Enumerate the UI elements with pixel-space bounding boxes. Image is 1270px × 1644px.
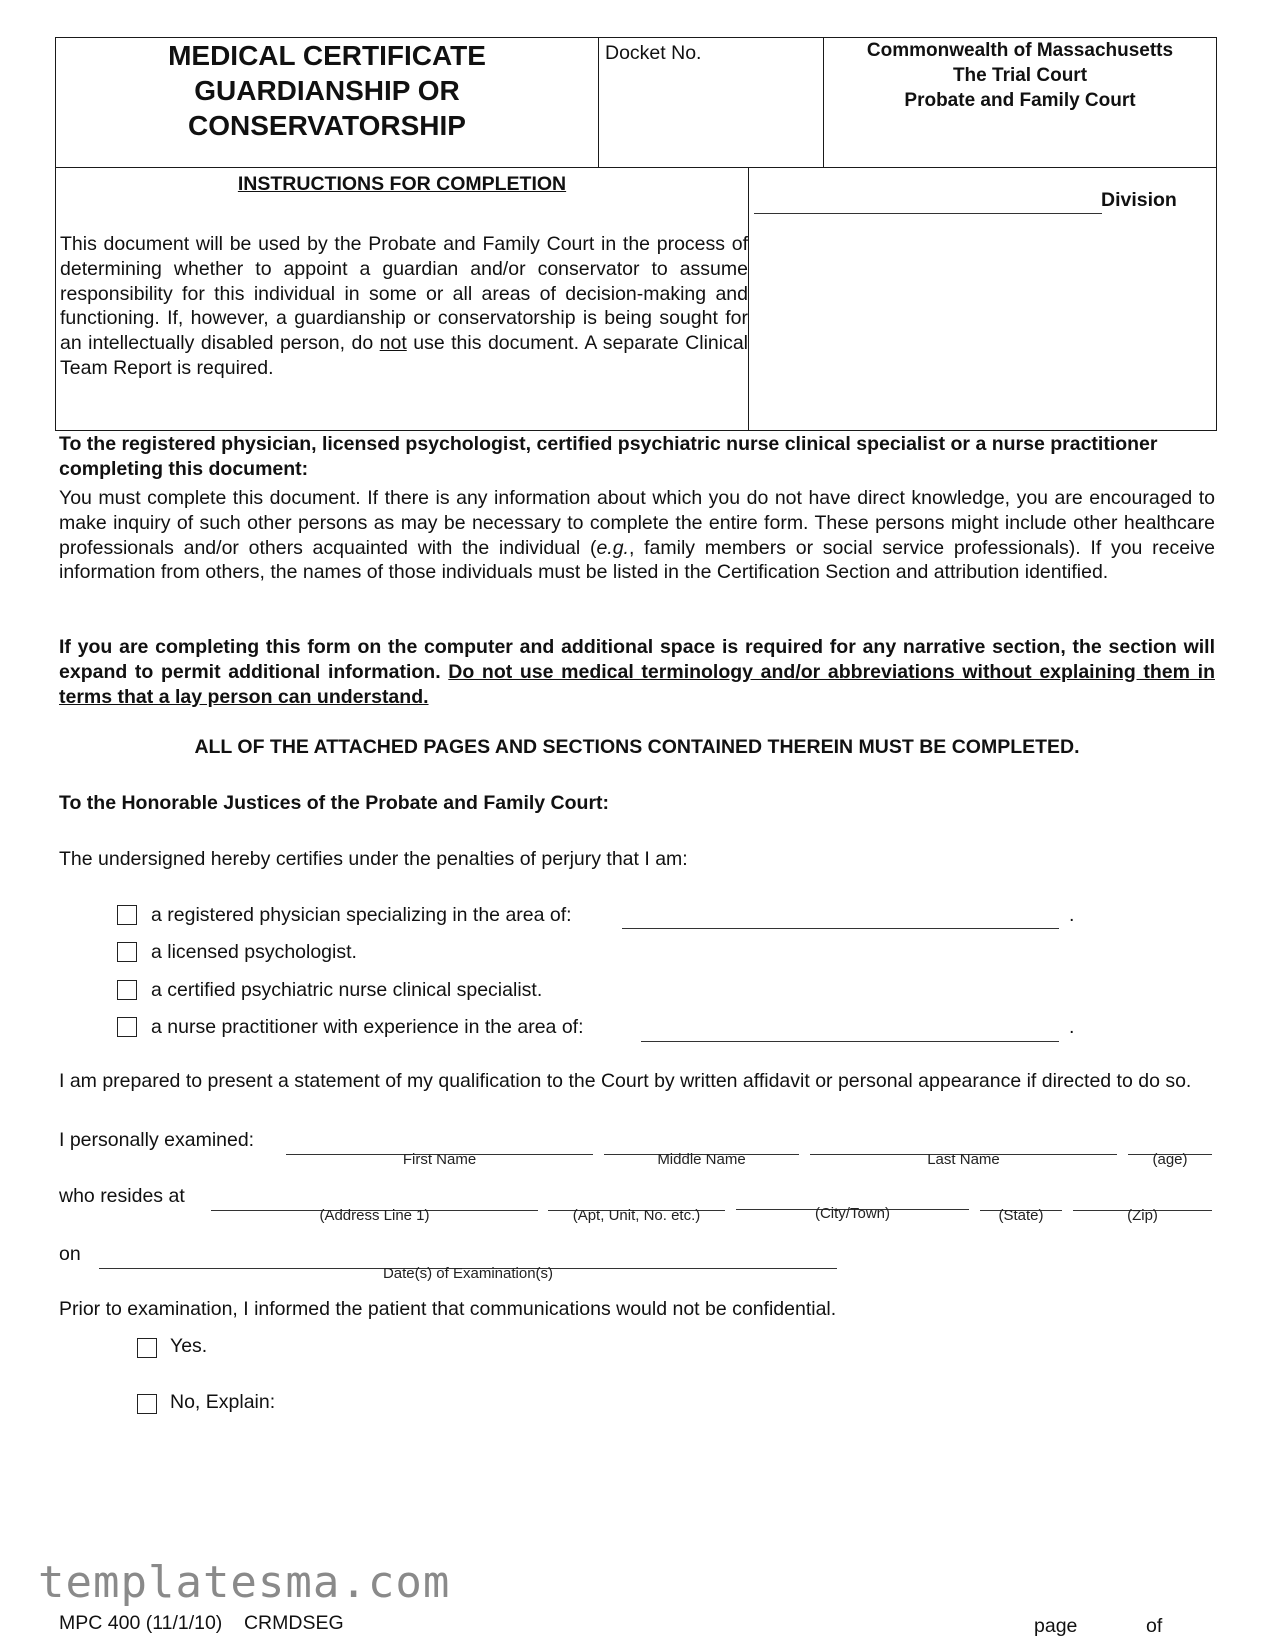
- court-name: [824, 38, 1216, 113]
- resides-label: who resides at: [59, 1185, 185, 1207]
- physician-checkbox[interactable]: [117, 905, 137, 925]
- address-line-1-label: (Address Line 1): [319, 1207, 430, 1224]
- instructions-box: [55, 167, 749, 431]
- apt-label: (Apt, Unit, No. etc.): [572, 1207, 701, 1224]
- instructions-text-b: use this document. A separate Clinical Team Report is required.: [60, 332, 749, 379]
- title-line-1: MEDICAL CERTIFICATE: [168, 40, 486, 71]
- court-box: [823, 37, 1217, 168]
- court-line-2: The Trial Court: [952, 65, 1088, 86]
- confidential-no-label: No, Explain:: [170, 1391, 276, 1413]
- practitioner-text-a: You must complete this document. If there is any information about which you do not have direct knowledge, you are encouraged to make inquiry of such other persons as may be necessary to complete the entire form. These persons might include other healthcare professionals and/or others acquainted with the individual (: [59, 487, 1215, 559]
- first-name-label: First Name: [402, 1151, 477, 1168]
- instructions-text: [60, 232, 748, 381]
- last-name-label: Last Name: [927, 1151, 1000, 1168]
- instructions-heading: INSTRUCTIONS FOR COMPLETION: [237, 173, 567, 195]
- psychologist-label: a licensed psychologist.: [151, 941, 357, 963]
- confidential-yes-label: Yes.: [170, 1335, 208, 1357]
- physician-label: a registered physician specializing in the area of:: [151, 904, 572, 926]
- confidential-yes-checkbox[interactable]: [137, 1338, 157, 1358]
- court-line-1: Commonwealth of Massachusetts: [866, 40, 1174, 61]
- docket-label: Docket No.: [605, 42, 702, 64]
- state-label: (State): [998, 1207, 1044, 1224]
- title-line-3: CONSERVATORSHIP: [188, 110, 466, 141]
- salutation: To the Honorable Justices of the Probate and Family Court:: [59, 792, 610, 814]
- title-line-2: GUARDIANSHIP OR: [194, 75, 460, 106]
- city-label: (City/Town): [814, 1205, 890, 1222]
- nurse-practitioner-checkbox[interactable]: [117, 1017, 137, 1037]
- practitioner-heading: To the registered physician, licensed psychologist, certified psychiatric nurse clinical specialist or a nurse practitioner completing this document:: [59, 433, 1158, 480]
- instructions-text-a: This document will be used by the Probate and Family Court in the process of determining whether to appoint a guardian and/or conservator to assume responsibility for this individual in some or all areas of decision-making and functioning. If, however, a guardianship or conservatorship is being sought for an intellectually disabled person, do: [60, 233, 748, 355]
- division-label: Division: [1101, 189, 1177, 211]
- on-label: on: [59, 1243, 81, 1265]
- physician-specialty-field[interactable]: [622, 908, 1059, 929]
- watermark: templatesma.com: [38, 1557, 451, 1608]
- instructions-not: not: [379, 332, 407, 355]
- zip-label: (Zip): [1127, 1207, 1158, 1224]
- age-label: (age): [1152, 1151, 1188, 1168]
- computer-notice-text: If you are completing this form on the computer and additional space is required for any narrative section, the section will expand to permit additional information.: [59, 636, 1215, 683]
- court-line-3: Probate and Family Court: [904, 90, 1136, 111]
- confidential-no-checkbox[interactable]: [137, 1394, 157, 1414]
- form-title: [56, 38, 598, 143]
- physician-trailing: .: [1069, 904, 1075, 926]
- middle-name-label: Middle Name: [657, 1151, 746, 1168]
- practitioner-eg: e.g.: [596, 536, 629, 559]
- nurse-practitioner-trailing: .: [1069, 1016, 1075, 1038]
- qualification-statement: I am prepared to present a statement of my qualification to the Court by written affidavit or personal appearance if directed to do so.: [59, 1070, 1192, 1092]
- examined-label: I personally examined:: [59, 1129, 255, 1151]
- nurse-practitioner-area-field[interactable]: [641, 1021, 1059, 1042]
- footer-form-id: MPC 400 (11/1/10) CRMDSEG: [59, 1612, 344, 1634]
- docket-box[interactable]: [598, 37, 824, 168]
- division-field[interactable]: [754, 193, 1102, 214]
- confidential-question: Prior to examination, I informed the patient that communications would not be confidential.: [59, 1298, 837, 1320]
- title-box: [55, 37, 599, 168]
- certifies-statement: The undersigned hereby certifies under the penalties of perjury that I am:: [59, 848, 688, 870]
- computer-notice: [59, 635, 1215, 709]
- footer-of-label: of: [1146, 1615, 1163, 1637]
- practitioner-text-b: , family members or social service professionals). If you receive information from others, the names of those individuals must be listed in the Certification Section and attribution identified.: [59, 536, 1215, 584]
- computer-notice-warning: Do not use medical terminology and/or abbreviations without explaining them in terms that a lay person can understand.: [59, 660, 1215, 708]
- exam-date-label: Date(s) of Examination(s): [382, 1265, 554, 1282]
- division-box: [748, 167, 1217, 431]
- nurse-specialist-checkbox[interactable]: [117, 980, 137, 1000]
- nurse-practitioner-label: a nurse practitioner with experience in the area of:: [151, 1016, 584, 1038]
- nurse-specialist-label: a certified psychiatric nurse clinical specialist.: [151, 979, 543, 1001]
- psychologist-checkbox[interactable]: [117, 942, 137, 962]
- practitioner-paragraph: [59, 486, 1215, 585]
- all-pages-notice: ALL OF THE ATTACHED PAGES AND SECTIONS CONTAINED THEREIN MUST BE COMPLETED.: [194, 736, 1080, 758]
- footer-page-label: page: [1034, 1615, 1078, 1637]
